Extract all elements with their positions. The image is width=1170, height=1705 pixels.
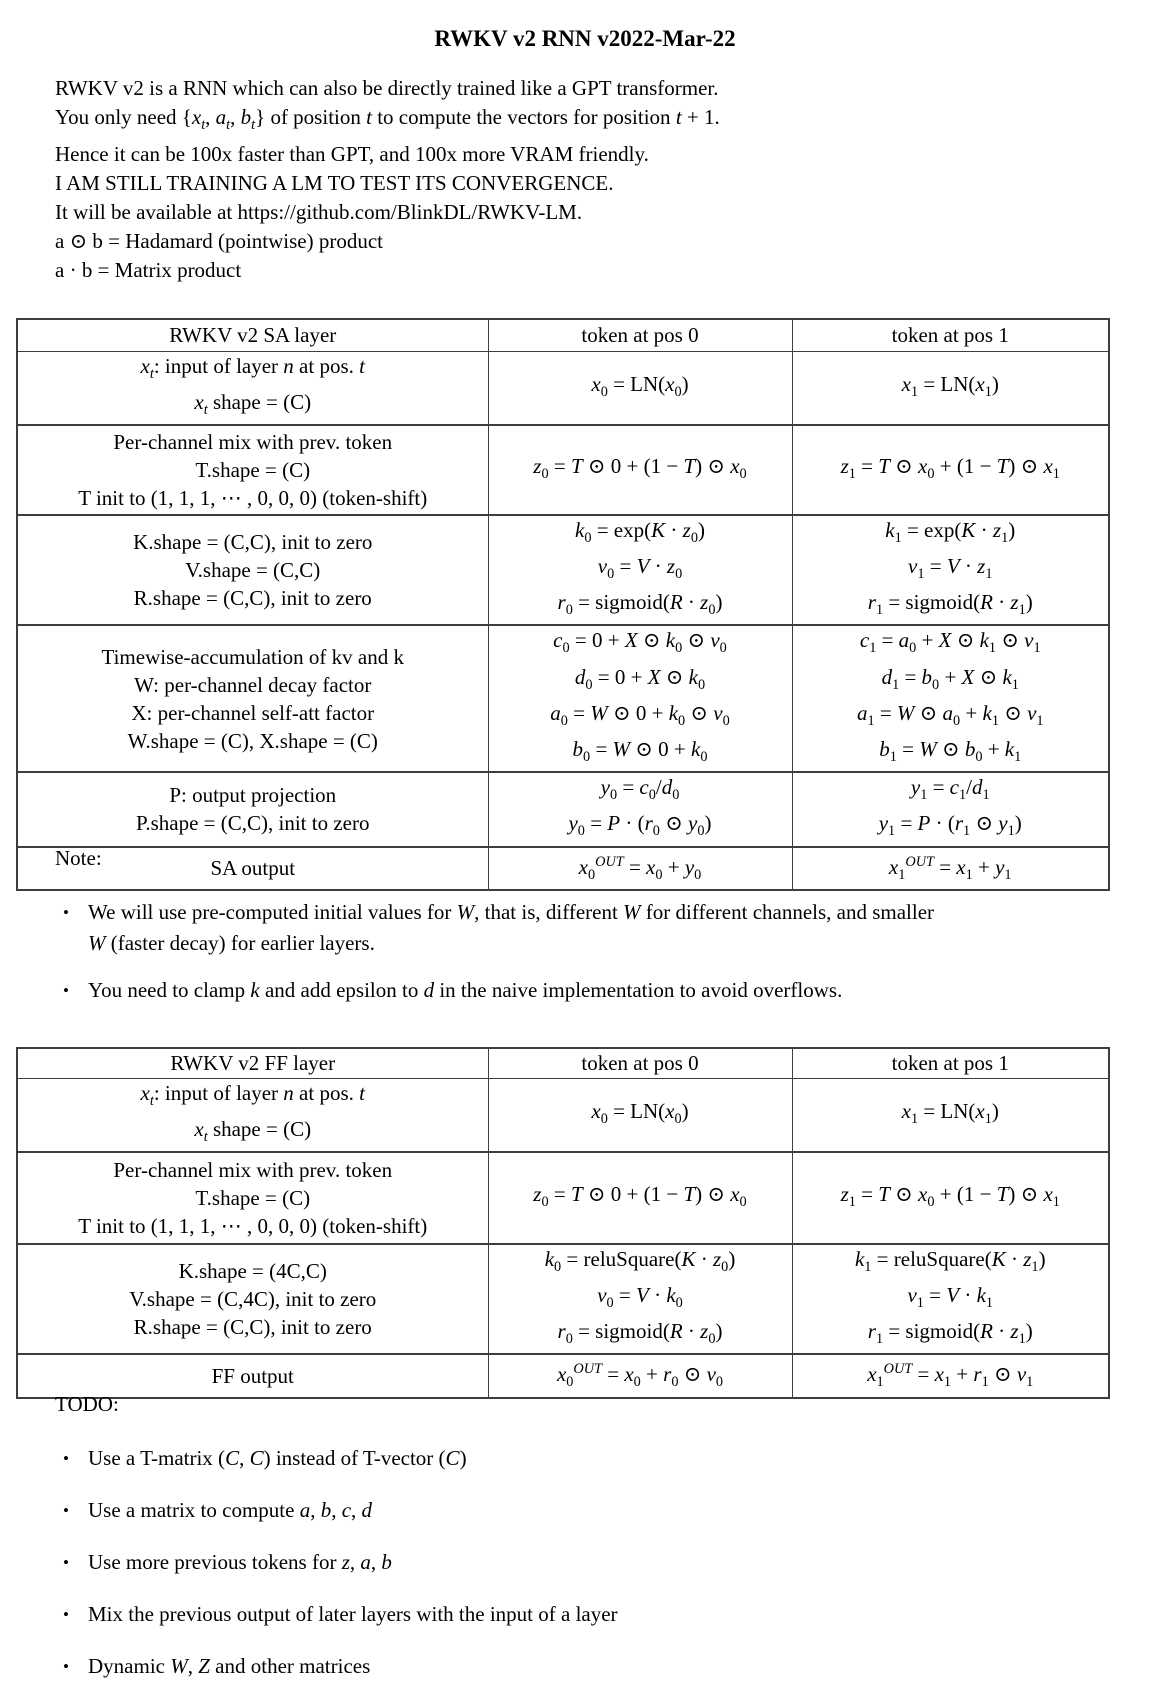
list-item bbox=[55, 897, 1145, 959]
list-item bbox=[55, 1601, 1145, 1628]
table-cell-pos0: $x_0 = LN(x_0)$ bbox=[488, 351, 792, 425]
page-title: RWKV v2 RNN v2022-Mar-22 bbox=[434, 26, 736, 51]
bullet-icon: • bbox=[63, 1605, 69, 1624]
table-row-kvr bbox=[17, 515, 1109, 626]
table-row-accumulation bbox=[17, 625, 1109, 772]
ff-layer-table bbox=[16, 1047, 1110, 1399]
table-cell-pos1: $x_1^{OUT} = x_1 + r_1$ ⊙ $v_1$ bbox=[792, 1354, 1109, 1397]
table-cell-pos0: $y_0 = c_0/d_0$ $y_0 = P \cdot (r_0$ ⊙ $y_0$) bbox=[488, 772, 792, 846]
table-cell-pos1: $c_1 = a_0 + X$ ⊙ $k_1$ ⊙ $v_1$ $d_1 = b_0 + X$ ⊙ $k_1$ $a_1 = W$ ⊙ $a_0 + k_1$ ⊙ $v_1$ $b_1 = W$ ⊙ $b_0 + k_1$ bbox=[792, 625, 1109, 772]
list-item bbox=[55, 1497, 1145, 1524]
sa-table-header-row bbox=[17, 319, 1109, 351]
table-cell-pos1: $y_1 = c_1/d_1$ $y_1 = P \cdot (r_1$ ⊙ $y_1$) bbox=[792, 772, 1109, 846]
note-heading: Note: bbox=[55, 846, 102, 870]
table-cell-pos0: $k_0 = \exp(K \cdot z_0)$ $v_0 = V \cdot z_0$ $r_0$ = sigmoid(R · $z_0$) bbox=[488, 515, 792, 626]
intro-line-hadamard: a ⊙ b = Hadamard (pointwise) product bbox=[55, 229, 384, 254]
table-cell-pos0: $k_0$ = reluSquare(K · $z_0$) $v_0 = V \cdot k_0$ $r_0$ = sigmoid(R · $z_0$) bbox=[488, 1244, 792, 1355]
intro-line-matrix: a · b = Matrix product bbox=[55, 258, 242, 283]
intro-line: Hence it can be 100x faster than GPT, and 100x more VRAM friendly. bbox=[55, 142, 649, 167]
intro-paragraph bbox=[55, 74, 720, 285]
todo-heading: TODO: bbox=[55, 1392, 119, 1416]
table-cell-desc: K.shape = (4C,C) V.shape = (C,4C), init to zero R.shape = (C,C), init to zero bbox=[17, 1244, 488, 1355]
intro-line: You only need {$x_t$, $a_t$, $b_t$} of position t to compute the vectors for position t + 1. bbox=[55, 105, 720, 134]
bullet-icon: • bbox=[63, 1501, 69, 1520]
table-cell-pos0: $x_0 = LN(x_0)$ bbox=[488, 1078, 792, 1152]
bullet-icon: • bbox=[63, 1449, 69, 1468]
intro-line-url: It will be available at https://github.com/BlinkDL/RWKV-LM. bbox=[55, 200, 583, 225]
bullet-text: Use a matrix to compute a, b, c, d bbox=[88, 1498, 373, 1522]
table-cell-pos0: $z_0 = T$ ⊙ 0 + (1 − T) ⊙ $x_0$ bbox=[488, 425, 792, 515]
note-section bbox=[55, 846, 1145, 1022]
ff-header-pos0: token at pos 0 bbox=[488, 1048, 792, 1078]
intro-line: I AM STILL TRAINING A LM TO TEST ITS CONVERGENCE. bbox=[55, 171, 614, 196]
bullet-icon: • bbox=[63, 903, 69, 922]
list-item bbox=[55, 975, 1145, 1006]
ff-header-pos1: token at pos 1 bbox=[792, 1048, 1109, 1078]
sa-header-layer: RWKV v2 SA layer bbox=[17, 319, 488, 351]
table-row-mix bbox=[17, 1152, 1109, 1244]
bullet-text: You need to clamp k and add epsilon to d in the naive implementation to avoid overflows. bbox=[88, 978, 843, 1002]
table-cell-desc: $x_t$: input of layer n at pos. t $x_t$ shape = (C) bbox=[17, 1078, 488, 1152]
table-cell-pos1: $z_1 = T$ ⊙ $x_0 + (1 - T)$ ⊙ $x_1$ bbox=[792, 425, 1109, 515]
table-row-projection bbox=[17, 772, 1109, 846]
table-cell-pos0: $x_0^{OUT} = x_0 + y_0$ bbox=[488, 847, 792, 890]
bullet-text: Mix the previous output of later layers with the input of a layer bbox=[88, 1602, 618, 1626]
table-cell-pos1: $k_1$ = reluSquare(K · $z_1$) $v_1 = V \cdot k_1$ $r_1$ = sigmoid(R · $z_1$) bbox=[792, 1244, 1109, 1355]
table-row-kvr bbox=[17, 1244, 1109, 1355]
sa-layer-table bbox=[16, 318, 1110, 891]
list-item bbox=[55, 1445, 1145, 1472]
table-cell-desc: Per-channel mix with prev. token T.shape = (C) T init to (1, 1, 1, ⋯ , 0, 0, 0) (token-shift) bbox=[17, 425, 488, 515]
bullet-icon: • bbox=[63, 1553, 69, 1572]
bullet-icon: • bbox=[63, 981, 69, 1000]
table-cell-pos1: $x_1 = LN(x_1)$ bbox=[792, 351, 1109, 425]
table-cell-desc: Timewise-accumulation of kv and k W: per-channel decay factor X: per-channel self-att factor W.shape = (C), X.shape = (C) bbox=[17, 625, 488, 772]
table-row-input bbox=[17, 1078, 1109, 1152]
table-cell-pos0: $z_0 = T$ ⊙ 0 + (1 − T) ⊙ $x_0$ bbox=[488, 1152, 792, 1244]
table-row-input bbox=[17, 351, 1109, 425]
table-cell-pos1: $z_1 = T$ ⊙ $x_0 + (1 - T)$ ⊙ $x_1$ bbox=[792, 1152, 1109, 1244]
table-cell-pos0: $x_0^{OUT} = x_0 + r_0$ ⊙ $v_0$ bbox=[488, 1354, 792, 1397]
table-cell-desc: FF output bbox=[17, 1354, 488, 1397]
ff-header-layer: RWKV v2 FF layer bbox=[17, 1048, 488, 1078]
table-cell-pos0: $c_0 = 0 + X$ ⊙ $k_0$ ⊙ $v_0$ $d_0 = 0 + X$ ⊙ $k_0$ $a_0 = W$ ⊙ $0 + k_0$ ⊙ $v_0$ $b_0 = W$ ⊙ $0 + k_0$ bbox=[488, 625, 792, 772]
table-cell-desc: Per-channel mix with prev. token T.shape = (C) T init to (1, 1, 1, ⋯ , 0, 0, 0) (token-shift) bbox=[17, 1152, 488, 1244]
table-cell-pos1: $x_1 = LN(x_1)$ bbox=[792, 1078, 1109, 1152]
bullet-text: Use a T-matrix (C, C) instead of T-vector (C) bbox=[88, 1446, 467, 1470]
sa-header-pos0: token at pos 0 bbox=[488, 319, 792, 351]
list-item bbox=[55, 1549, 1145, 1576]
ff-table-header-row bbox=[17, 1048, 1109, 1078]
table-cell-pos1: $k_1 = \exp(K \cdot z_1)$ $v_1 = V \cdot z_1$ $r_1$ = sigmoid(R · $z_1$) bbox=[792, 515, 1109, 626]
list-item bbox=[55, 1653, 1145, 1680]
todo-section bbox=[55, 1392, 1145, 1705]
sa-header-pos1: token at pos 1 bbox=[792, 319, 1109, 351]
table-cell-desc: SA output bbox=[17, 847, 488, 890]
intro-line: RWKV v2 is a RNN which can also be directly trained like a GPT transformer. bbox=[55, 76, 719, 100]
table-row-mix bbox=[17, 425, 1109, 515]
bullet-icon: • bbox=[63, 1657, 69, 1676]
bullet-text: Use more previous tokens for z, a, b bbox=[88, 1550, 392, 1574]
table-cell-desc: P: output projection P.shape = (C,C), init to zero bbox=[17, 772, 488, 846]
table-cell-desc: K.shape = (C,C), init to zero V.shape = (C,C) R.shape = (C,C), init to zero bbox=[17, 515, 488, 626]
table-cell-pos1: $x_1^{OUT} = x_1 + y_1$ bbox=[792, 847, 1109, 890]
bullet-text: We will use pre-computed initial values for W, that is, different W for different channels, and smaller W (faster decay) for earlier layers. bbox=[88, 900, 935, 955]
bullet-text: Dynamic W, Z and other matrices bbox=[88, 1654, 371, 1678]
table-cell-desc: $x_t$: input of layer n at pos. t $x_t$ shape = (C) bbox=[17, 351, 488, 425]
